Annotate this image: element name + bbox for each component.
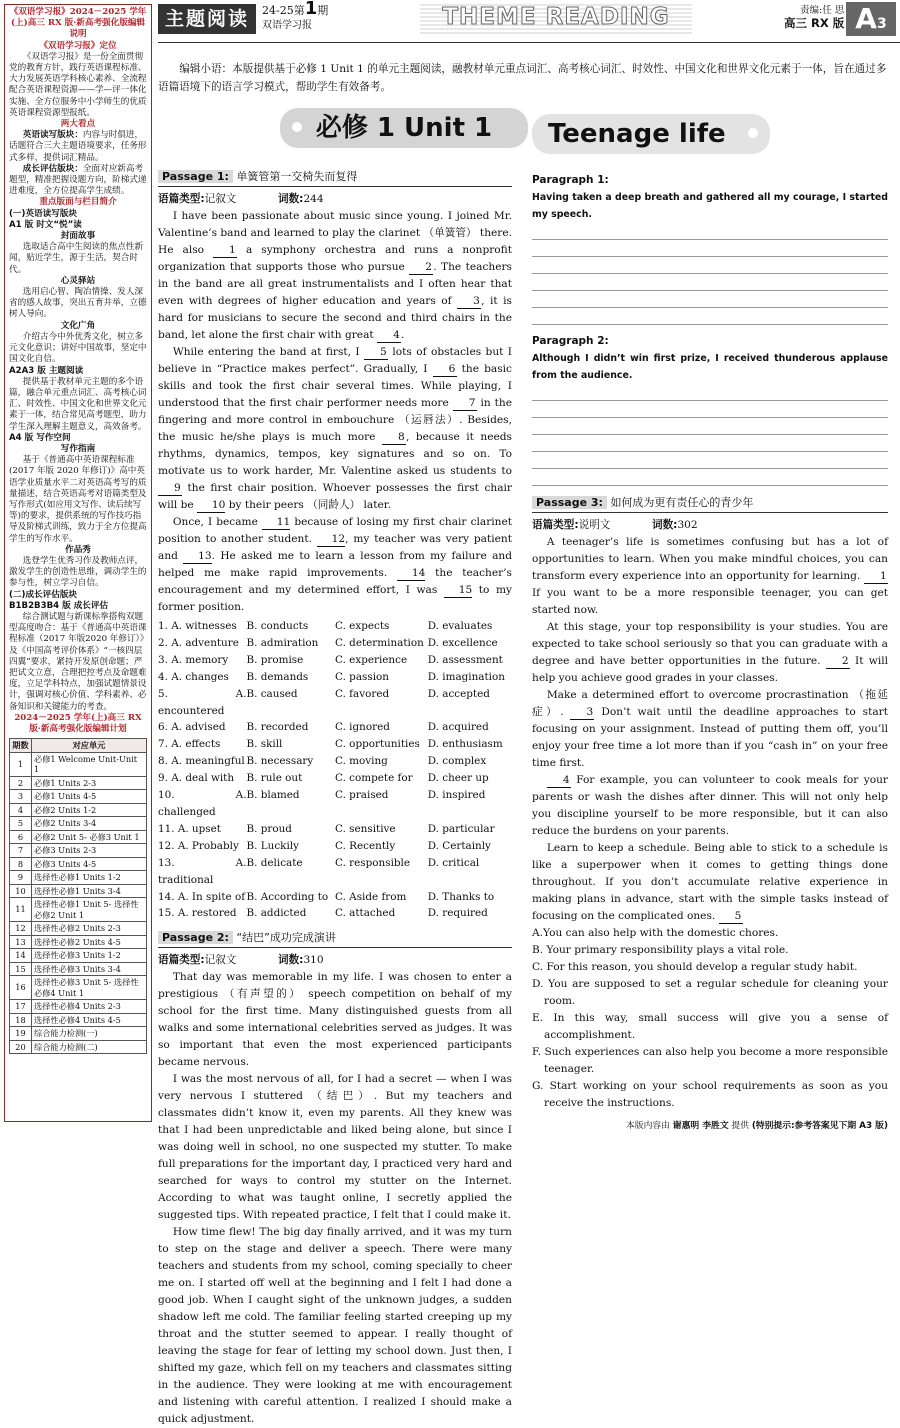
option-choice[interactable]: 12. A. Probably [158,839,239,852]
plan-issue: 5 [10,817,32,831]
answer-option[interactable]: G. Start working on your school requirements as soon as you receive the instructions. [532,1080,888,1109]
paper-name: 双语学习报 [262,20,312,31]
paragraph-1-lines[interactable] [532,223,888,325]
left-column [158,168,512,1428]
option-choice[interactable]: C. sensitive [335,822,396,835]
plan-issue: 14 [10,949,32,963]
sidebar-col-guide: 写作指南 [60,443,96,454]
option-choice[interactable]: C. moving [335,755,388,768]
sidebar-section-a2a3-text: 提供基于教材单元主题的多个语篇，融合单元重点词汇、高考核心词汇、时效性、中国文化和世界文化元素于一体，结合常见高考题型，助力学生深入理解主题意义，高效备考。 [9,376,147,432]
plan-issue: 8 [10,857,32,871]
blank-number[interactable]: 2 [826,655,850,669]
plan-unit: 选择性必修1 Units 1-2 [32,871,147,885]
sidebar-highlight-b: 成长评估版块：全面对应新高考题型，精准把握设题方向，阶梯式递进难度，全方位提高学生成绩。 [9,163,147,197]
plan-issue: 16 [10,976,32,1000]
blank-number[interactable]: 10 [197,499,225,513]
sidebar [4,4,152,1122]
plan-unit: 综合能力检测(二) [32,1040,147,1054]
option-choice[interactable]: D. acquired [427,721,489,734]
paragraph-text: If you want to be a more responsible teenager, you can get started now. [532,587,888,616]
plan-unit: 选择性必修4 Units 4-5 [32,1013,147,1027]
sidebar-col-cover-text: 选取适合高中生阅读的焦点性新闻，贴近学生，源于生活，契合时代。 [9,242,144,275]
plan-issue: 12 [10,922,32,936]
sidebar-plan-title: 2024－2025 学年(上)高三 RX 版·新高考强化版编辑计划 [14,712,142,734]
header-divider [158,42,900,43]
plan-unit: 选择性必修4 Units 2-3 [32,1000,147,1014]
option-choice[interactable]: C. Aside from [335,890,407,903]
plan-unit: 选择性必修1 Units 3-4 [32,884,147,898]
p3-paragraph [532,840,888,925]
plan-unit: 选择性必修3 Unit 5- 选择性必修4 Unit 1 [32,976,147,1000]
page-number-badge: A3 [846,2,896,36]
unit-banner-right: Teenage life [532,114,770,154]
option-choice[interactable]: B. skill [246,738,283,751]
plan-issue: 18 [10,1013,32,1027]
passage-2-para-1: That day was memorable in my life. I was chosen to enter a prestigious （有声望的） speech competition on behalf of my school for the first time. Many distinguished guests from all walks and some international celebrities served as judges. It was so important that even the most experienced participants became nervous. [158,971,512,1069]
paragraph-text: because of losing my first chair clarinet position to another student. [158,516,513,545]
section-logo: 主题阅读 [158,4,256,34]
plan-row [10,935,147,949]
plan-issue: 15 [10,962,32,976]
sidebar-col-culture: 文化广角 [60,320,96,331]
blank-number[interactable]: 1 [213,244,237,258]
paragraph-text: Learn to keep a schedule. Being able to stick to a schedule is like a superpower when it comes to getting things done throughout. If you don’t accumulate relative experience in making plans in advance, start with the simple tasks instead of focusing on the complicated ones. [532,842,888,922]
sidebar-positioning-text: 《双语学习报》是一份全面贯彻党的教育方针，践行英语课程标准、大力发展英语学科核心素养、全流程配合英语课程资源——学—评一体化实施、全方位服务中小学师生的优质英语课程资源型报纸。 [9,51,147,118]
option-choice[interactable]: C. Recently [335,839,396,852]
plan-unit: 选择性必修1 Unit 5- 选择性必修2 Unit 1 [32,898,147,922]
p3-paragraph [532,619,888,687]
plan-issue: 7 [10,844,32,858]
option-choice[interactable]: D. Thanks to [427,890,495,903]
option-choice[interactable]: 3. A. memory [158,653,229,666]
paragraph-text: a symphony orchestra and runs a nonprofit organization that supports those who pursue [158,244,513,273]
plan-row [10,898,147,922]
blank-number[interactable]: 5 [364,346,388,360]
plan-row [10,857,147,871]
paragraph-1-label: Paragraph 1: [532,174,609,186]
option-choice[interactable]: C. compete for [335,772,413,785]
plan-unit: 综合能力检测(一) [32,1027,147,1041]
plan-issue: 6 [10,830,32,844]
sidebar-section-a2a3: A2A3 版 主题阅读 [9,365,84,376]
plan-unit: 必修2 Unit 5- 必修3 Unit 1 [32,830,147,844]
option-choice[interactable]: 4. A. changes [158,670,229,683]
p1-paragraph [158,208,512,344]
paragraph-text: I have been passionate about music since young. I joined Mr. Valentine’s band and learned to play the clarinet （单簧管） there. He also [158,210,512,256]
plan-unit: 选择性必修2 Units 4-5 [32,935,147,949]
blank-number[interactable]: 6 [433,363,457,377]
blank-number[interactable]: 11 [262,516,290,530]
passage-1-meta: 语篇类型:记叙文 词数:244 [158,193,324,205]
editor-intro: 编辑小语：本版提供基于必修 1 Unit 1 的单元主题阅读，融教材单元重点词汇、高考核心词汇、时效性、中国文化和世界文化元素于一体，旨在通过多语篇语境下的语言学习模式，帮助学生有效备考。 [158,63,887,93]
blank-number[interactable]: 3 [570,706,594,720]
plan-row [10,922,147,936]
passage-3-options [532,925,888,1112]
passage-3-text [532,534,888,925]
option-choice[interactable]: D. complex [427,755,487,768]
option-choice[interactable]: 2. A. adventure [158,636,239,649]
paragraph-text: Don’t wait until the deadline approaches to start focusing on your assignment. Instead of putting them off, you’ll enjoy your free time a lot more than if you “cash in” on your free time first. [532,706,888,769]
option-choice[interactable]: C. expects [335,620,390,632]
option-choice[interactable]: D. evaluates [427,620,493,632]
paragraph-text: . He asked me to learn a lesson from my failure and helped me make rapid improvements. [158,550,512,579]
option-choice[interactable]: D. inspired [427,789,486,802]
plan-row [10,790,147,804]
passage-3-meta: 语篇类型:说明文 词数:302 [532,519,698,531]
sidebar-col-heart-text: 选用启心智、陶冶情操、发人深省的感人故事，突出五育并举，立德树人导向。 [9,287,147,320]
answer-option[interactable]: B. Your primary responsibility plays a vital role. [532,944,789,956]
passage-1-heading: Passage 1: 单簧管第一交椅失而复得 [158,168,512,187]
passage-2-heading: Passage 2: “结巴”成功完成演讲 [158,929,512,948]
plan-issue: 10 [10,884,32,898]
option-choice[interactable]: 15. A. restored [158,907,237,920]
blank-number[interactable]: 12 [317,533,345,547]
option-choice[interactable]: B. rule out [246,772,303,785]
blank-number[interactable]: 9 [158,482,182,496]
paragraph-text: Make a determined effort to overcome procrastination （拖延症）. [532,689,888,718]
option-choice[interactable]: 10. A. challenged [158,789,247,818]
option-choice[interactable]: B. addicted [246,907,307,920]
blank-number[interactable]: 2 [409,261,433,275]
blank-number[interactable]: 3 [457,295,481,309]
edition-version: 高三 RX 版 [784,16,845,30]
passage-2-writing-task [532,172,888,486]
editor-name: 责编:任 思 [800,5,845,16]
blank-number[interactable]: 4 [377,329,401,343]
paragraph-text: . The teachers in the band are all great instrumentalists and I often hear that even with degrees of higher education and years of [158,261,512,307]
plan-issue: 19 [10,1027,32,1041]
page-footer: 本版内容由 谢惠明 李胜文 提供 (特别提示:参考答案见下期 A3 版) [625,1121,888,1131]
plan-unit: 必修1 Welcome Unit-Unit 1 [32,752,147,776]
paragraph-text: It will help you achieve good grades in your classes. [532,655,888,684]
blank-number[interactable]: 13 [183,550,211,564]
editor-info [784,4,844,30]
option-choice[interactable]: C. favored [335,687,390,700]
option-choice[interactable]: B. recorded [246,721,309,734]
option-choice[interactable]: 7. A. effects [158,738,221,751]
plan-unit: 必修2 Units 3-4 [32,817,147,831]
option-choice[interactable]: D. assessment [427,653,503,666]
plan-unit: 必修1 Units 4-5 [32,790,147,804]
option-choice[interactable]: D. accepted [427,687,490,700]
option-choice[interactable]: 13. A. traditional [158,856,247,886]
plan-unit: 必修3 Units 2-3 [32,844,147,858]
paragraph-text: to my former position. [158,584,513,613]
paragraph-1-start: Having taken a deep breath and gathered all my courage, I started my speech. [532,192,888,220]
paragraph-text: lots of obstacles but I believe in “Practice makes perfect”. Gradually, I [158,346,512,375]
passage-2-para-3: How time flew! The big day finally arrived, and it was my turn to step on the stage and deliver a speech. There were many teachers and students from my school, coming specially to cheer me on. I started off well at the beginning and I felt I had done a good job. When I caught sight of the unknown judges, a sudden shadow left me cold. The familiar feeling started creeping up my throat and the stutter seemed to appear. I really thought of leaving the stage for fear of letting my school down. Just then, I shifted my gaze, which fell on my teachers and classmates sitting in the audience. They were looking at me with encouragement and listening with careful attention. I realized I should make a quick adjustment. [158,1226,512,1426]
option-choice[interactable]: C. praised [335,789,389,802]
option-choice[interactable]: B. promise [246,653,304,666]
right-column [532,168,888,1135]
option-choice[interactable]: D. excellence [427,636,498,649]
option-choice[interactable]: B. proud [246,822,292,835]
plan-issue: 3 [10,790,32,804]
p1-paragraph [158,344,512,514]
plan-unit: 必修2 Units 1-2 [32,803,147,817]
option-choice[interactable]: C. ignored [335,721,390,734]
sidebar-col-show-text: 选登学生优秀习作及教师点评，激发学生的创造性思维，调动学生的参与性，树立学习自信。 [9,555,147,589]
sidebar-subtitle-highlights: 两大看点 [60,119,96,130]
unit-banner-left: 必修 1 Unit 1 [280,108,528,148]
plan-issue: 4 [10,803,32,817]
option-choice[interactable]: 6. A. advised [158,721,226,734]
paragraph-text: , because it needs rhythms, dynamics, tempos, key signatures and so on. To motivate us to work harder, Mr. Valentine asked us students to [158,431,512,477]
paragraph-text: the first chair position. Whoever possesses the first chair will be [158,482,512,511]
option-choice[interactable]: 1. A. witnesses [158,620,237,632]
option-choice[interactable]: B. According to [246,890,329,903]
sidebar-col-show: 作品秀 [65,544,91,555]
plan-row [10,803,147,817]
blank-number[interactable]: 4 [547,774,571,788]
plan-row [10,1040,147,1054]
plan-row [10,752,147,776]
sidebar-section-2: (二)成长评估版块 [9,589,78,600]
plan-row [10,871,147,885]
plan-header-unit: 对应单元 [32,739,147,753]
option-choice[interactable]: C. responsible [335,856,411,869]
plan-row [10,1027,147,1041]
answer-option[interactable]: A.You can also help with the domestic chores. [532,927,779,939]
p3-paragraph [532,772,888,840]
sidebar-subtitle-sections: 重点版面与栏目简介 [39,197,117,208]
paragraph-text: by their peers （同龄人） later. [225,499,392,511]
blank-number[interactable]: 15 [444,584,472,598]
issue-number: 1 [304,0,318,19]
unit-banner [280,108,770,154]
paragraph-text: . [401,329,405,341]
option-choice[interactable]: B. admiration [246,636,319,649]
issue-info: 24-25第1期 双语学习报 [262,0,329,31]
paragraph-text: A teenager’s life is sometimes confusing but has a lot of opportunities to learn. When you make mindful choices, you can transform every experience into an opportunity for learning. [532,536,888,582]
sidebar-section-b-text: 综合测试题与新课标拳搭构双题型高度吻合：基于《普通高中英语课程标准（2017 年版2020 年修订）》及《中国高考评价体系》“一核四层四翼”要求，紧持开发原创命题；严把试文立意，合理把控考点及命题难度，立足学科特点，加强试题情景设计，强调对核心价值、学科素养、必备知识和关键能力的考查。 [9,611,147,712]
passage-2-para-2: I was the most nervous of all, for I had a secret — when I was very nervous I stuttered （结巴）. But my teachers and classmates didn’t know it, even my parents. All they knew was that I had been unpredictable and liked being alone, but since I was doing well in school, no one suspected my stutter. To make full preparations for the important day, I practiced very hard and searched for ways to control my stutter on the Internet. According to what was taught online, I secretly applied the suggested tips. With repeated practice, I felt that I could make it. [158,1073,512,1222]
sidebar-section-b: B1B2B3B4 版 成长评估 [9,600,109,611]
option-choice[interactable]: 5. A. encountered [158,687,247,717]
plan-issue: 20 [10,1040,32,1054]
passage-1-options [158,618,512,922]
sidebar-title: 《双语学习报》2024－2025 学年(上)高三 RX 版·新高考强化版编辑说明 [9,7,147,40]
plan-row [10,949,147,963]
paragraph-text: , my teacher was very patient and [158,533,512,562]
blank-number[interactable]: 8 [382,431,406,445]
plan-issue: 1 [10,752,32,776]
sidebar-section-a1: A1 版 时文“悦”读 [9,219,82,230]
option-choice[interactable]: 9. A. deal with [158,772,235,785]
option-choice[interactable]: D. imagination [427,670,505,683]
option-choice[interactable]: D. particular [427,822,495,835]
blank-number[interactable]: 5 [719,910,743,924]
plan-unit: 选择性必修2 Units 2-3 [32,922,147,936]
answer-option[interactable]: E. In this way, small success will give you a sense of accomplishment. [532,1012,888,1041]
paragraph-2-lines[interactable] [532,384,888,486]
plan-issue: 11 [10,898,32,922]
p1-paragraph [158,514,512,616]
sidebar-section-1: (一)英语读写版块 [9,208,78,219]
sidebar-section-a4: A4 版 写作空间 [9,432,71,443]
option-choice[interactable]: B. Luckily [246,839,299,852]
option-choice[interactable]: 11. A. upset [158,822,221,835]
option-choice[interactable]: C. opportunities [335,738,420,751]
plan-row [10,817,147,831]
plan-row [10,884,147,898]
sidebar-col-cover: 封面故事 [60,231,96,242]
theme-reading-title: THEME READING [420,4,692,34]
option-choice[interactable]: B. necessary [246,755,314,768]
plan-row [10,962,147,976]
sidebar-col-culture-text: 介绍古今中外优秀文化，树立多元文化意识；讲好中国故事，坚定中国文化自信。 [9,331,147,365]
paragraph-text: While entering the band at first, I [172,346,365,358]
sidebar-subtitle-positioning: 《双语学习报》定位 [39,40,117,51]
option-choice[interactable]: D. enthusiasm [427,738,503,751]
blank-number[interactable]: 14 [397,567,425,581]
plan-issue: 13 [10,935,32,949]
p3-paragraph [532,687,888,772]
sidebar-col-heart: 心灵驿站 [60,275,96,286]
option-choice[interactable]: D. cheer up [427,772,489,785]
answer-option[interactable]: D. You are supposed to set a regular schedule for cleaning your room. [532,978,888,1007]
option-choice[interactable]: C. experience [335,653,408,666]
paragraph-text: , it is hard for musicians to secure the second and third chairs in the band, let alone the first chair with great [158,295,512,341]
option-choice[interactable]: D. critical [427,856,480,869]
plan-row [10,1013,147,1027]
sidebar-col-guide-text: 基于《普通高中英语课程标准(2017 年版 2020 年修订)》高中英语学业质量水平二对英语高考写的质量描述，结合英语高考对语篇类型及写作形式(如应用文写作、读后续写等)的要求，提供系统的写作技巧指导及阶梯式训练，致力于全方位提高学生的写作水平。 [9,455,147,544]
option-choice[interactable]: B. blamed [246,789,300,802]
paragraph-text: For example, you can volunteer to cook meals for your parents or wash the dishes after dinner. This will not only help you discipline yourself to be more responsible, but it can also reduce the burdens on your parents. [532,774,888,837]
paragraph-text: Once, I became [172,516,262,528]
option-choice[interactable]: 14. A. In spite of [158,890,246,903]
passage-3-heading: Passage 3: 如何成为更有责任心的青少年 [532,494,888,513]
plan-row [10,1000,147,1014]
option-choice[interactable]: B. caused [246,687,298,700]
option-choice[interactable]: C. determination [335,636,424,649]
paragraph-2-start: Although I didn’t win first prize, I received thunderous applause from the audience. [532,353,888,381]
plan-unit: 选择性必修3 Units 1-2 [32,949,147,963]
paragraph-text: the teacher’s encouragement and my determined effort, I was [158,567,512,596]
plan-table [9,738,147,1054]
answer-option[interactable]: F. Such experiences can also help you become a more responsible teenager. [532,1046,888,1075]
option-choice[interactable]: B. conducts [246,620,309,632]
blank-number[interactable]: 1 [864,570,888,584]
plan-row [10,776,147,790]
paragraph-2-label: Paragraph 2: [532,335,609,347]
plan-issue: 17 [10,1000,32,1014]
paragraph-text: At this stage, your top responsibility is your studies. You are expected to take school seriously so that you can graduate with a degree and have better opportunities in the future. [532,621,888,667]
plan-unit: 选择性必修3 Units 3-4 [32,962,147,976]
option-choice[interactable]: C. passion [335,670,389,683]
p3-paragraph [532,534,888,619]
plan-row [10,844,147,858]
option-choice[interactable]: C. attached [335,907,396,920]
plan-row [10,830,147,844]
plan-unit: 必修1 Units 2-3 [32,776,147,790]
plan-header-issue: 期数 [10,739,32,753]
sidebar-highlight-a: 英语读写版块：内容与时俱进，话题符合三大主题语境要求，任务形式多样，提供词汇精品。 [9,130,147,163]
option-choice[interactable]: 8. A. meaningful [158,755,245,768]
option-choice[interactable]: D. Certainly [427,839,491,852]
plan-row [10,976,147,1000]
option-choice[interactable]: B. demands [246,670,309,683]
passage-1-text [158,208,512,616]
plan-issue: 2 [10,776,32,790]
passage-2-meta: 语篇类型:记叙文 词数:310 [158,954,324,967]
plan-issue: 9 [10,871,32,885]
paragraph-text: in the fingering and more control in embouchure （运唇法）. Besides, the music he/she plays is much more [158,397,512,443]
paragraph-text: the basic skills and took the first chair several times. While playing, I understood that the first chair performer needs more [158,363,512,409]
plan-unit: 必修3 Units 4-5 [32,857,147,871]
option-choice[interactable]: D. required [427,907,488,920]
page-header [158,0,900,40]
blank-number[interactable]: 7 [453,397,477,411]
option-choice[interactable]: B. delicate [246,856,303,869]
answer-option[interactable]: C. For this reason, you should develop a regular study habit. [532,961,858,973]
